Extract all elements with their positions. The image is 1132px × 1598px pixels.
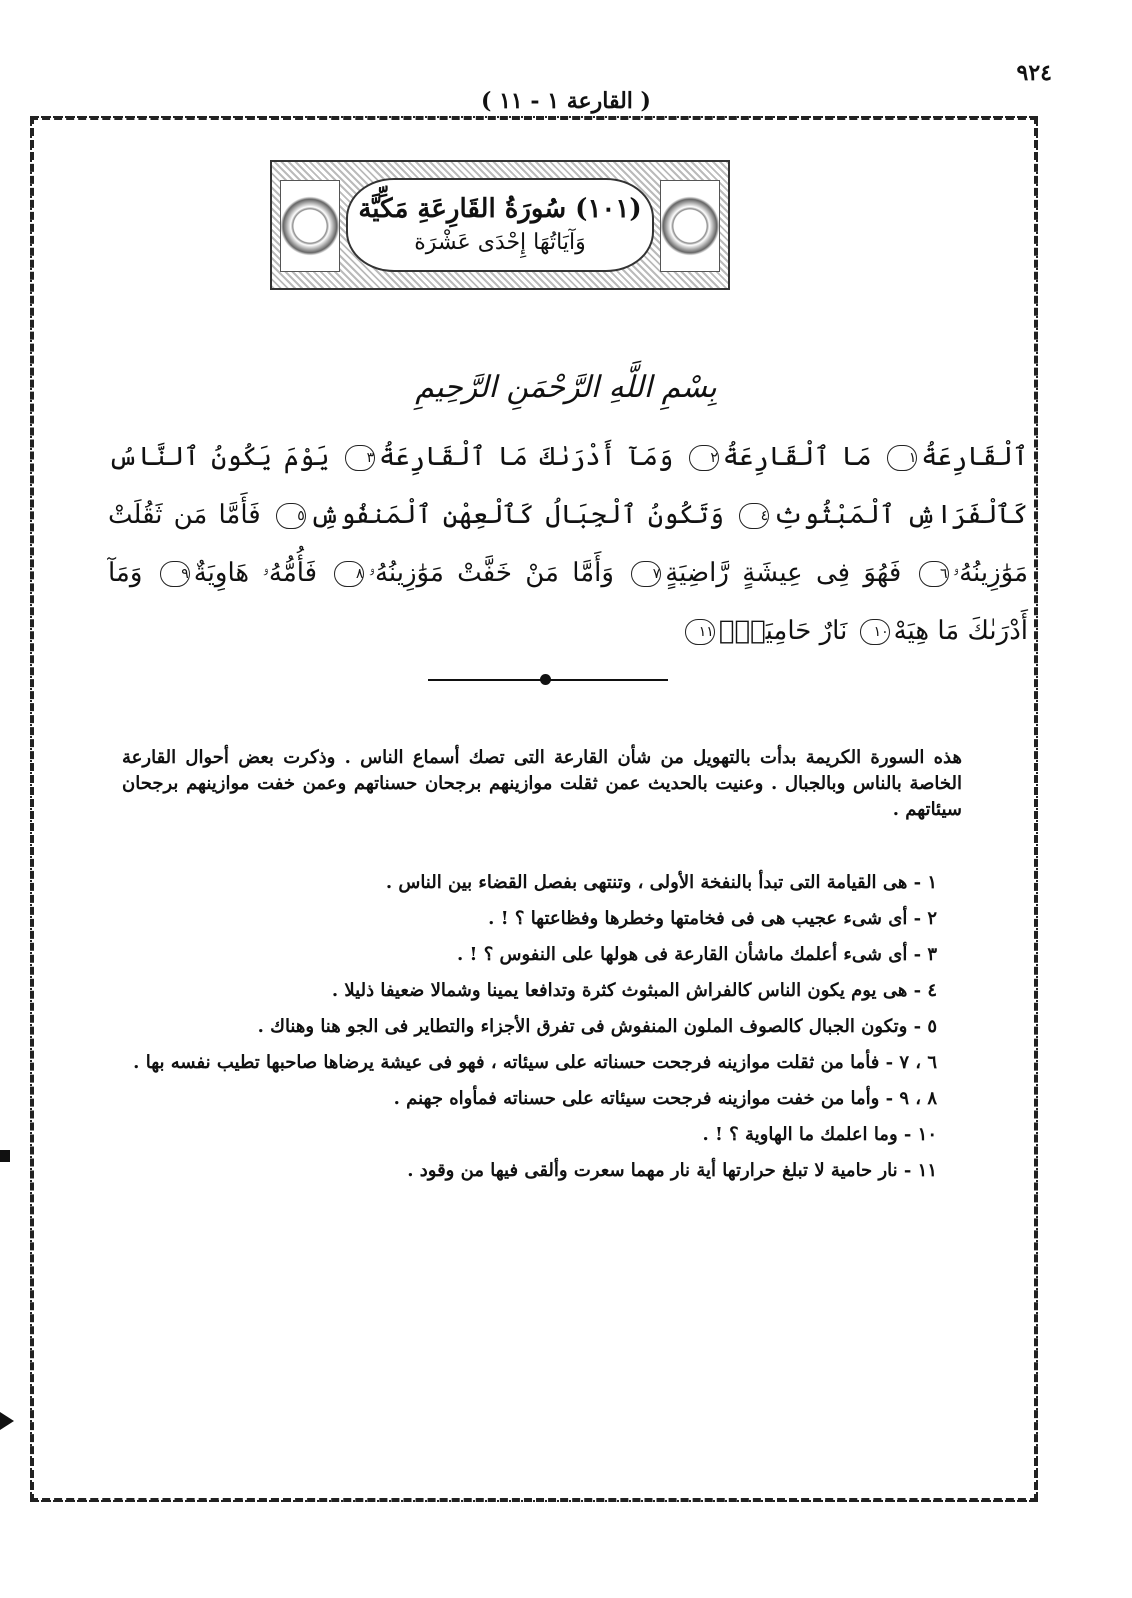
surah-title xyxy=(346,178,654,272)
ayah-number-marker: ٧ xyxy=(631,561,661,587)
ayah-number-marker: ٢ xyxy=(689,445,719,471)
ayah-number-marker: ١١ xyxy=(685,619,715,645)
ornament-left-icon xyxy=(280,180,340,272)
commentary-list xyxy=(122,868,937,1192)
page-number: ٩٢٤ xyxy=(1016,60,1052,86)
ayah-number-marker: ٨ xyxy=(334,561,364,587)
verse-text: فَهُوَ فِى عِيشَةٍ رَّاضِيَةٍ xyxy=(665,558,902,588)
surah-title-cartouche xyxy=(270,160,730,290)
ayah-number-marker: ٤ xyxy=(739,503,769,529)
verse-text: مَا ٱلْقَارِعَةُ xyxy=(722,442,872,472)
commentary-item: ٦ ، ٧ - فأما من ثقلت موازينه فرجحت حسناته على سيئاته ، فهو فى عيشة يرضاها صاحبها تطيب نفسه بها . xyxy=(133,1052,937,1073)
commentary-item: ٨ ، ٩ - وأما من خفت موازينه فرجحت سيئاته على حسناته فمأواه جهنم . xyxy=(393,1088,937,1109)
verse-text: وَتَكُونُ ٱلْجِبَالُ كَٱلْعِهْنِ ٱلْمَنفُوشِ xyxy=(309,500,725,530)
verses-block xyxy=(108,428,1028,660)
surah-introduction: هذه السورة الكريمة بدأت بالتهويل من شأن القارعة التى تصك أسماع الناس . وذكرت بعض أحوال القارعة الخاصة بالناس وبالجبال . وعنيت بالحديث عمن ثقلت موازينهم برجحان حسناتهم وعمن خفت موازينهم برجحان سيئاتهم . xyxy=(122,747,962,820)
commentary-item: ١١ - نار حامية لا تبلغ حرارتها أية نار مهما سعرت وألقى فيها من وقود . xyxy=(407,1160,937,1181)
ayah-number-marker: ٦ xyxy=(919,561,949,587)
commentary-item: ١٠ - وما اعلمك ما الهاوية ؟ ! . xyxy=(702,1124,937,1145)
scan-margin-arrow-icon xyxy=(0,1412,14,1430)
ayah-number-marker: ٩ xyxy=(160,561,190,587)
ornament-right-icon xyxy=(660,180,720,272)
verse-text: فَأُمُّهُۥ هَاوِيَةٌ xyxy=(193,558,318,588)
verse-text: فَأَمَّا مَن ثَقُلَتْ مَوَٰزِينُهُۥ xyxy=(108,500,1028,588)
verse xyxy=(883,442,1028,472)
verse-text: ٱلْقَارِعَةُ xyxy=(921,442,1029,472)
commentary-item: ٢ - أى شىء عجيب هى فى فخامتها وخطرها وفظاعتها ؟ ! . xyxy=(488,908,937,929)
ayah-number-marker: ٣ xyxy=(345,445,375,471)
verse xyxy=(685,442,872,472)
verse xyxy=(627,558,901,588)
verse-text: وَأَمَّا مَنْ خَفَّتْ مَوَٰزِينُهُۥ xyxy=(368,558,614,588)
commentary-item: ٤ - هى يوم يكون الناس كالفراش المبثوث كثرة وتدافعا يمينا وشمالا ضعيفا ذليلا . xyxy=(331,980,937,1001)
ayah-number-marker: ٥ xyxy=(276,503,306,529)
verse xyxy=(341,442,673,472)
verse xyxy=(681,616,848,646)
scan-margin-mark xyxy=(0,1150,10,1162)
verse-text: وَمَآ أَدْرَىٰكَ مَا هِيَهْ xyxy=(108,558,1028,646)
ayah-number-marker: ١ xyxy=(887,445,917,471)
basmala: بِسْمِ اللَّهِ الرَّحْمَنِ الرَّحِيمِ xyxy=(415,370,717,405)
verse xyxy=(272,500,724,530)
verse-text: وَمَآ أَدْرَىٰكَ مَا ٱلْقَارِعَةُ xyxy=(379,442,674,472)
commentary-item: ١ - هى القيامة التى تبدأ بالنفخة الأولى ، وتنتهى بفصل القضاء بين الناس . xyxy=(385,872,937,893)
surah-title-line2: وَآيَاتُهَا إِحْدَى عَشْرَة xyxy=(414,230,586,255)
surah-title-line1: (١٠١) سُورَةُ القَارِعَةِ مَكِّيَّة xyxy=(358,194,642,224)
verse xyxy=(330,558,613,588)
ayah-number-marker: ١٠ xyxy=(860,619,890,645)
verse xyxy=(156,558,317,588)
commentary-item: ٣ - أى شىء أعلمك ماشأن القارعة فى هولها على النفوس ؟ ! . xyxy=(457,944,937,965)
verse-text: يَوْمَ يَكُونُ ٱلنَّاسُ كَٱلْفَرَاشِ ٱلْمَبْثُوثِ xyxy=(108,442,1029,530)
commentary-item: ٥ - وتكون الجبال كالصوف الملون المنفوش فى تفرق الأجزاء والتطاير فى الجو هنا وهناك . xyxy=(257,1016,937,1037)
separator-dot-icon xyxy=(540,674,551,685)
verse-text: نَارٌ حَامِيَةٌۢ xyxy=(718,616,848,646)
running-header: ( القارعة ١ - ١١ ) xyxy=(481,88,651,114)
